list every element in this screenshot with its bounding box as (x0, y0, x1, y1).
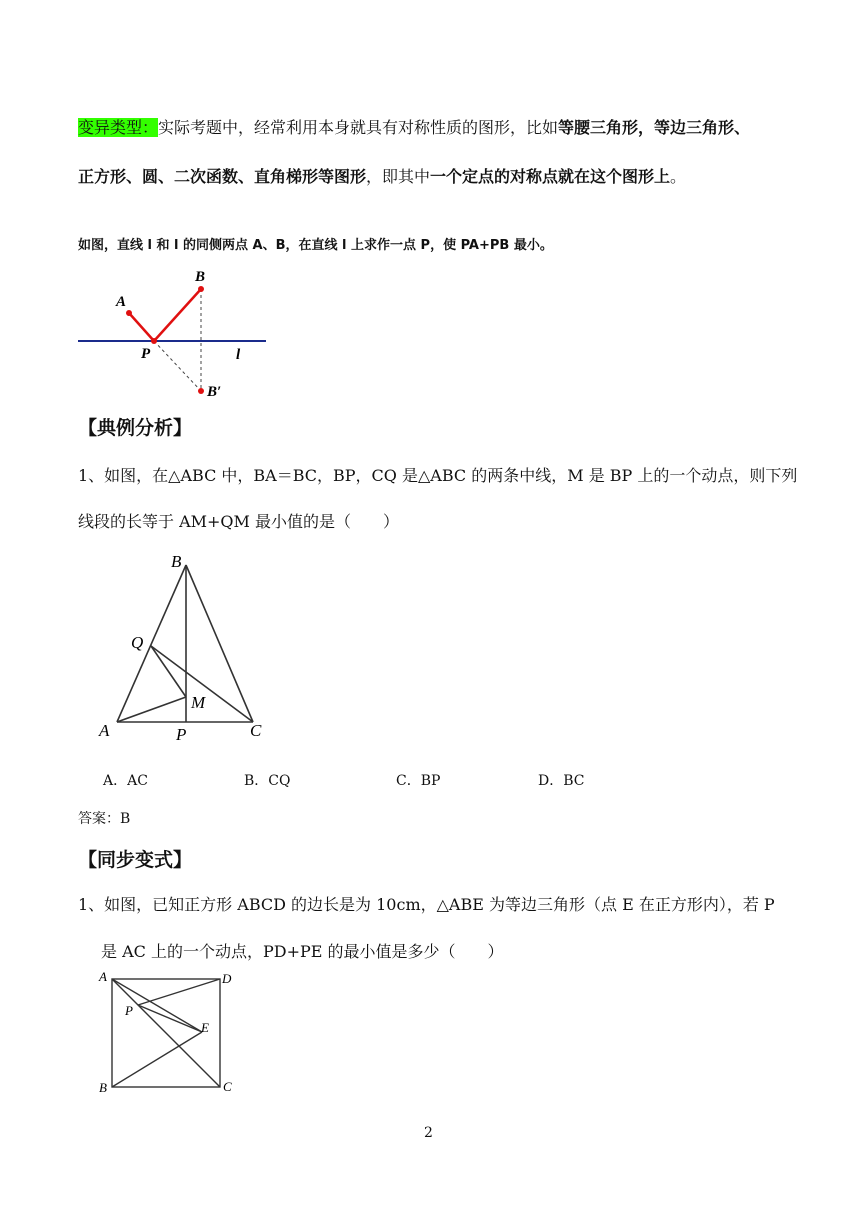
label-D: D (222, 971, 232, 986)
intro-bold-2: 正方形、圆、二次函数、直角梯形等图形 (78, 167, 367, 186)
label-E: E (201, 1020, 209, 1035)
label-A: A (99, 969, 107, 984)
label-B: B (195, 269, 206, 285)
segment-PA (129, 313, 154, 341)
label-C: C (223, 1079, 232, 1094)
label-A: A (116, 294, 127, 310)
intro-text-2: ，即其中 (366, 167, 431, 186)
point-A (126, 310, 132, 316)
answer: 答案：B (78, 811, 131, 827)
intro-bold-3: 一个定点的对称点就在这个图形上 (430, 167, 671, 186)
label-P: P (125, 1003, 133, 1018)
label-Q: Q (131, 633, 144, 652)
exercise1-line-1: 1、如图，已知正方形 ABCD 的边长是为 10cm，△ABE 为等边三角形（点 E 在正方形内），若 P (78, 895, 775, 914)
intro-line-2 (78, 164, 686, 187)
page-number: 2 (424, 1125, 433, 1141)
example1-line-1: 1、如图，在△ABC 中，BA＝BC，BP，CQ 是△ABC 的两条中线，M 是 BP 上的一个动点，则下列 (78, 466, 798, 485)
intro-line-1 (78, 115, 750, 138)
example1-line-2: 线段的长等于 AM+QM 最小值的是（ ） (78, 512, 400, 531)
intro-bold-1: 等腰三角形，等边三角形、 (558, 118, 751, 137)
label-B: B (171, 552, 182, 571)
label-M: M (191, 693, 206, 712)
section-title-example: 【典例分析】 (78, 417, 193, 439)
option-b: B．CQ (244, 773, 291, 789)
label-l: l (236, 347, 241, 363)
option-c: C．BP (396, 773, 441, 789)
label-C: C (250, 721, 262, 740)
square-figure (90, 965, 250, 1100)
point-P (151, 338, 157, 344)
label-Bprime: B′ (207, 384, 222, 400)
intro-end: 。 (670, 167, 687, 186)
segment-PB (154, 289, 201, 341)
label-B: B (99, 1080, 107, 1095)
dash-P-Bprime (154, 341, 201, 391)
point-Bprime (198, 388, 204, 394)
exercise1-line-2: 是 AC 上的一个动点，PD+PE 的最小值是多少（ ） (101, 942, 504, 961)
label-A: A (99, 721, 110, 740)
section-title-variant: 【同步变式】 (78, 849, 193, 871)
option-d: D．BC (538, 773, 585, 789)
label-P: P (141, 346, 151, 362)
intro-text-1: 实际考题中，经常利用本身就具有对称性质的图形，比如 (158, 118, 559, 137)
option-a: A．AC (103, 773, 148, 789)
reflection-figure (70, 265, 280, 405)
point-B (198, 286, 204, 292)
demo-statement: 如图，直线 l 和 l 的同侧两点 A、B，在直线 l 上求作一点 P，使 PA+PB 最小。 (78, 238, 553, 253)
variant-type-tag: 变异类型： (78, 118, 159, 137)
label-P: P (176, 725, 187, 744)
triangle-figure (95, 550, 275, 745)
